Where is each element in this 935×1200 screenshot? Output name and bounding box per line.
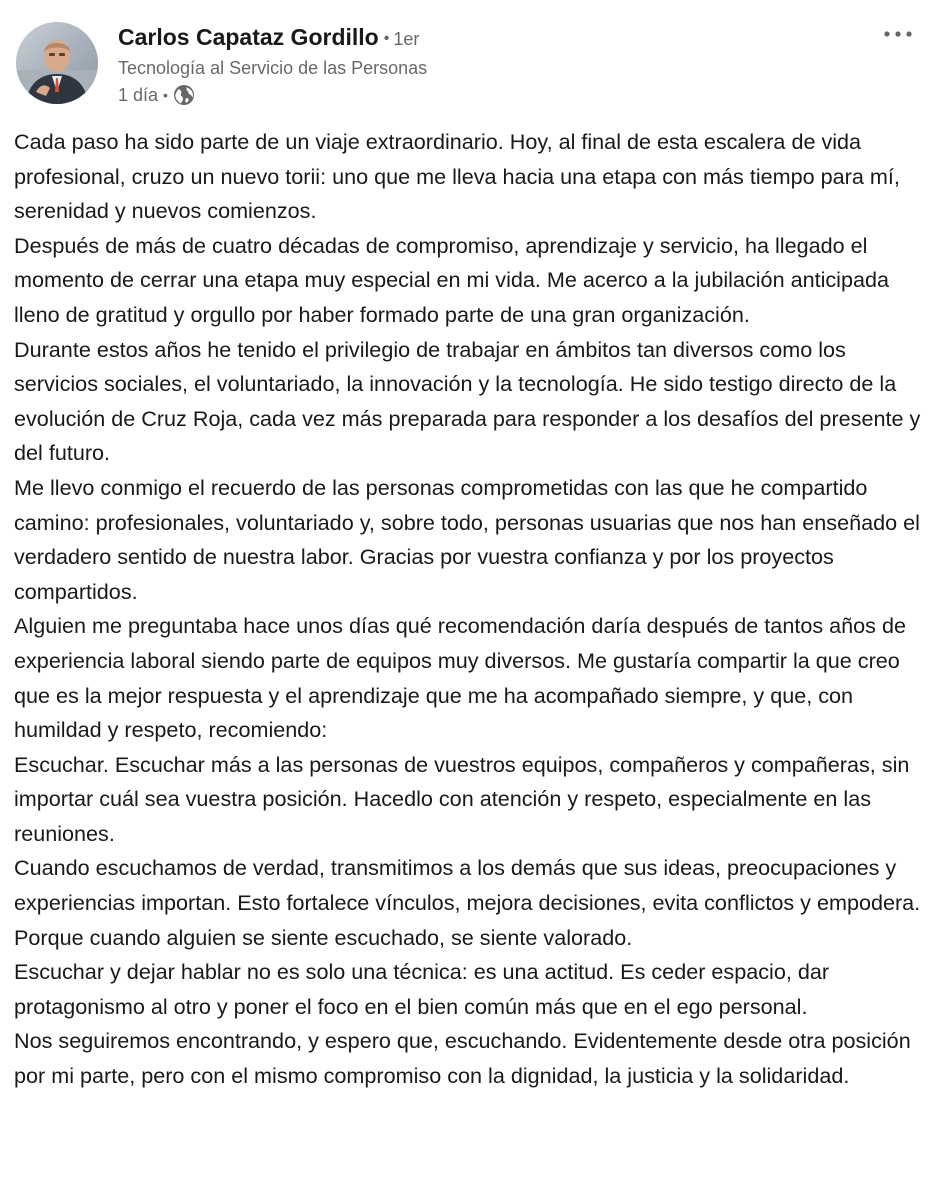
post-paragraph: Escuchar. Escuchar más a las personas de vuestros equipos, compañeros y compañeras, sin importar cuál sea vuestra posición. Hacedlo con atención y respeto, especialmente en las reuniones.	[14, 751, 910, 846]
author-name[interactable]: Carlos Capataz Gordillo	[118, 24, 379, 50]
post-paragraph: Cada paso ha sido parte de un viaje extraordinario. Hoy, al final de esta escalera de vida profesional, cruzo un nuevo torii: uno que me lleva hacia una etapa con más tiempo para mí, serenidad y nuevos comienzos.	[14, 129, 900, 224]
post-paragraph: Escuchar y dejar hablar no es solo una técnica: es una actitud. Es ceder espacio, dar protagonismo al otro y poner el foco en el bien común más que en el ego personal.	[14, 959, 830, 1019]
post-header	[16, 20, 919, 120]
avatar-photo	[16, 22, 98, 104]
post-paragraph: Durante estos años he tenido el privilegio de trabajar en ámbitos tan diversos como los servicios sociales, el voluntariado, la innovación y la tecnología. He sido testigo directo de la evolución de Cruz Roja, cada vez más preparada para responder a los desafíos del presente y del futuro.	[14, 336, 921, 466]
connection-degree: 1er	[393, 29, 420, 49]
more-options-button[interactable]	[881, 22, 915, 46]
author-headline: Tecnología al Servicio de las Personas	[118, 58, 428, 78]
post-paragraph: Cuando escuchamos de verdad, transmitimos a los demás que sus ideas, preocupaciones y experiencias importan. Esto fortalece vínculos, mejora decisiones, evita conflictos y empodera. Porque cuando alguien se siente escuchado, se siente valorado.	[14, 855, 921, 950]
post-paragraph: Nos seguiremos encontrando, y espero que, escuchando. Evidentemente desde otra posición por mi parte, pero con el mismo compromiso con la dignidad, la justicia y la solidaridad.	[14, 1028, 911, 1089]
more-horizontal-icon	[883, 30, 913, 38]
globe-icon	[173, 84, 195, 106]
post-paragraph: Alguien me preguntaba hace unos días qué recomendación daría después de tantos años de experiencia laboral siendo parte de equipos muy diversos. Me gustaría compartir la que creo que es la mejor respuesta y el aprendizaje que me ha acompañado siempre, y que, con humildad y respeto, recomiendo:	[14, 613, 906, 743]
post-paragraph: Me llevo conmigo el recuerdo de las personas comprometidas con las que he compartido camino: profesionales, voluntariado y, sobre todo, personas usuarias que nos han enseñado el verdadero sentido de nuestra labor. Gracias por vuestra confianza y por los proyectos compartidos.	[14, 474, 920, 604]
post-time: 1 día	[118, 84, 159, 105]
meta-separator: •	[163, 87, 168, 103]
author-line	[118, 24, 419, 51]
post-text	[14, 125, 922, 1094]
degree-bullet: •	[383, 30, 390, 47]
post-meta	[118, 84, 195, 106]
post-paragraph: Después de más de cuatro décadas de compromiso, aprendizaje y servicio, ha llegado el momento de cerrar una etapa muy especial en mi vida. Me acerco a la jubilación anticipada lleno de gratitud y orgullo por haber formado parte de una gran organización.	[14, 232, 890, 327]
avatar[interactable]	[16, 22, 98, 104]
